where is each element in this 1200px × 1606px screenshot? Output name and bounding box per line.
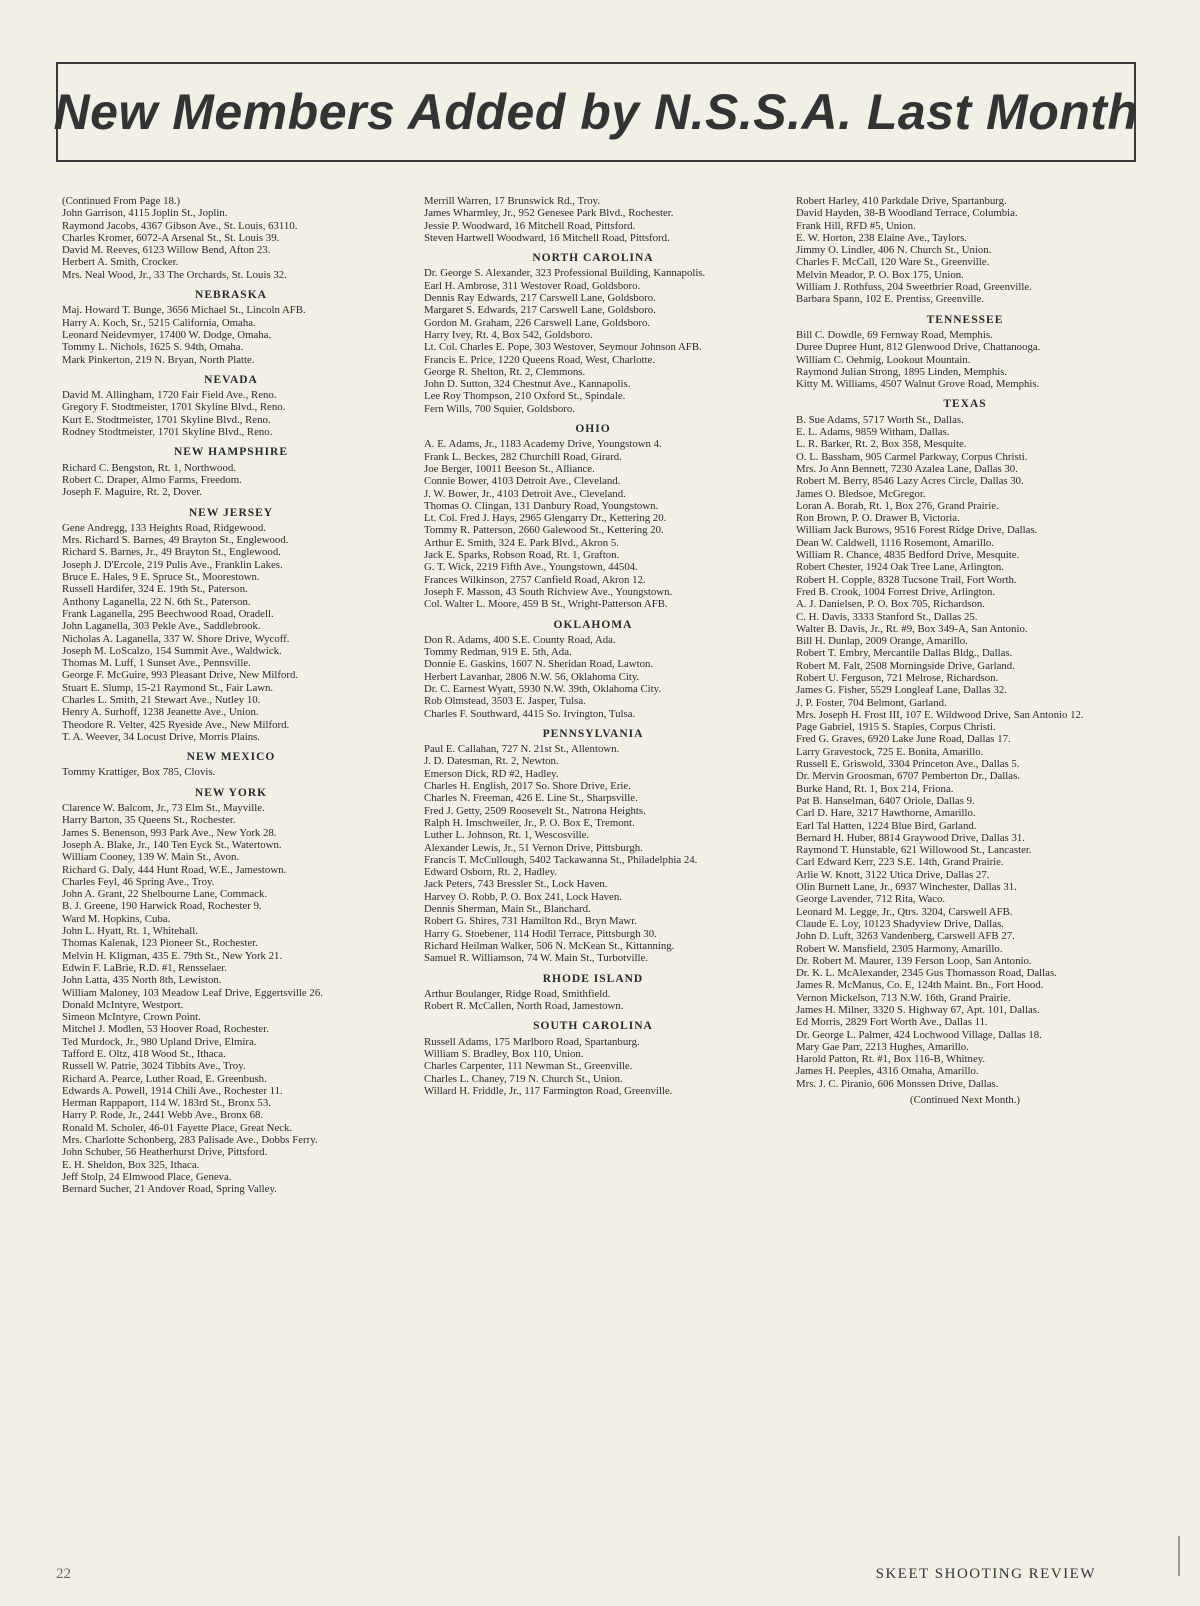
member-entry: Ron Brown, P. O. Drawer B, Victoria. [796,512,960,525]
member-entry: Connie Bower, 4103 Detroit Ave., Cleveland. [424,475,621,488]
member-entry: Ralph H. Imschweiler, Jr., P. O. Box E, Tremont. [424,816,635,829]
member-entry: Mrs. Richard S. Barnes, 49 Brayton St., Englewood. [62,534,289,547]
member-entry: Frank Hill, RFD #5, Union. [796,219,916,232]
member-entry: Harry A. Koch, Sr., 5215 California, Omaha. [62,316,256,329]
member-entry: Paul E. Callahan, 727 N. 21st St., Allentown. [424,743,620,756]
member-entry: Willard H. Friddle, Jr., 117 Farmington Road, Greenville. [424,1084,673,1097]
member-entry: Kurt E. Stodtmeister, 1701 Skyline Blvd., Reno. [62,413,271,426]
state-heading: NEVADA [204,373,258,386]
member-entry: George R. Shelton, Rt. 2, Clemmons. [424,365,586,378]
member-entry: John Laganella, 303 Pekle Ave., Saddlebrook. [62,620,261,633]
member-entry: J. P. Foster, 704 Belmont, Garland. [796,696,947,709]
member-entry: Kitty M. Williams, 4507 Walnut Grove Road, Memphis. [796,378,1040,391]
member-entry: Leonard Neidevmyer, 17400 W. Dodge, Omaha. [62,328,272,341]
member-entry: Ted Murdock, Jr., 980 Upland Drive, Elmira. [62,1035,257,1048]
member-entry: Loran A. Borah, Rt. 1, Box 276, Grand Prairie. [796,499,999,512]
member-entry: Ed Morris, 2829 Fort Worth Ave., Dallas 11. [796,1016,988,1029]
member-entry: Thomas M. Luff, 1 Sunset Ave., Pennsville. [62,657,251,670]
state-heading: RHODE ISLAND [542,972,644,985]
member-entry: Herman Rappaport, 114 W. 183rd St., Bronx 53. [62,1097,271,1110]
member-entry: Russell Adams, 175 Marlboro Road, Spartanburg. [424,1035,640,1048]
member-entry: Arlie W. Knott, 3122 Utica Drive, Dallas 27. [796,868,990,881]
member-entry: Olin Burnett Lane, Jr., 6937 Winchester, Dallas 31. [796,881,1017,894]
column-3 [790,195,1140,1106]
member-entry: Robert C. Draper, Almo Farms, Freedom. [62,473,242,486]
member-entry: Mrs. Jo Ann Bennett, 7230 Azalea Lane, Dallas 30. [796,462,1018,475]
member-entry: C. H. Davis, 3333 Stanford St., Dallas 25. [796,610,978,623]
member-entry: Dean W. Caldwell, 1116 Rosemont, Amarillo. [796,536,995,549]
member-entry: Dennis Ray Edwards, 217 Carswell Lane, Goldsboro. [424,292,656,305]
title-banner [53,62,1139,162]
member-entry: Frank Laganella, 295 Beechwood Road, Oradell. [62,607,274,620]
member-entry: Harvey O. Robb, P. O. Box 241, Lock Haven. [424,890,622,903]
member-entry: Robert Chester, 1924 Oak Tree Lane, Arlington. [796,561,1004,574]
member-entry: B. J. Greene, 190 Harwick Road, Rochester 9. [62,900,262,913]
member-entry: Luther L. Johnson, Rt. 1, Wescosville. [424,829,590,842]
member-entry: Robert R. McCallen, North Road, Jamestown. [424,1000,624,1013]
state-heading: NEW HAMPSHIRE [173,446,289,459]
member-entry: Bernard H. Huber, 8814 Graywood Drive, Dallas 31. [796,831,1025,844]
member-entry: Raymond T. Hunstable, 621 Willowood St., Lancaster. [796,844,1032,857]
member-entry: Earl Tal Hatten, 1224 Blue Bird, Garland. [796,819,977,832]
member-entry: Edwards A. Powell, 1914 Chili Ave., Rochester 11. [62,1084,283,1097]
member-entry: William S. Bradley, Box 110, Union. [424,1048,584,1060]
member-entry: Earl H. Ambrose, 311 Westover Road, Goldsboro. [424,279,641,292]
member-entry: L. R. Barker, Rt. 2, Box 358, Mesquite. [796,438,967,451]
member-entry: David M. Reeves, 6123 Willow Bend, Afton 23. [62,244,271,257]
member-entry: Fern Wills, 700 Squier, Goldsboro. [424,402,575,415]
member-entry: Richard C. Bengston, Rt. 1, Northwood. [62,461,236,474]
member-entry: John Schuber, 56 Heatherhurst Drive, Pittsford. [62,1146,268,1159]
member-entry: George Lavender, 712 Rita, Waco. [796,893,946,906]
member-entry: Mrs. J. C. Piranio, 606 Monssen Drive, Dallas. [796,1077,999,1090]
member-entry: Thomas O. Clingan, 131 Danbury Road, Youngstown. [424,499,659,512]
member-entry: Edward Osborn, Rt. 2, Hadley. [424,866,558,879]
member-entry: Larry Gravestock, 725 E. Bonita, Amarillo. [796,745,984,758]
member-entry: Rob Olmstead, 3503 E. Jasper, Tulsa. [424,695,586,708]
member-entry: Robert Harley, 410 Parkdale Drive, Spartanburg. [796,195,1007,207]
member-entry: (Continued From Page 18.) [62,195,181,207]
member-entry: Fred G. Graves, 6920 Lake June Road, Dallas 17. [796,733,1011,746]
member-entry: Harry G. Stoebener, 114 Hodil Terrace, Pittsburgh 30. [424,927,657,940]
page-footer [56,1566,1136,1588]
member-entry: Dr. Robert M. Maurer, 139 Ferson Loop, San Antonio. [796,954,1032,967]
column-2 [418,195,768,1097]
member-entry: Charles L. Chaney, 719 N. Church St., Union. [424,1072,623,1085]
member-entry: Richard A. Pearce, Luther Road, E. Greenbush. [62,1072,267,1085]
state-heading: NEW YORK [194,786,268,799]
member-entry: Mrs. Neal Wood, Jr., 33 The Orchards, St. Louis 32. [62,268,287,281]
member-entry: Joseph A. Blake, Jr., 140 Ten Eyck St., Watertown. [62,838,282,851]
member-entry: Henry A. Surhoff, 1238 Jeanette Ave., Union. [62,706,259,719]
member-entry: Francis E. Price, 1220 Queens Road, West, Charlotte. [424,353,656,366]
member-entry: Alexander Lewis, Jr., 51 Vernon Drive, Pittsburgh. [424,841,643,854]
member-entry: Bill H. Dunlap, 2009 Orange, Amarillo. [796,635,968,648]
member-entry: Robert G. Shires, 731 Hamilton Rd., Bryn Mawr. [424,915,637,928]
member-entry: Carl Edward Kerr, 223 S.E. 14th, Grand Prairie. [796,856,1004,869]
member-entry: William Cooney, 139 W. Main St., Avon. [62,851,240,864]
member-entry: G. T. Wick, 2219 Fifth Ave., Youngstown, 44504. [424,561,638,574]
member-entry: James H. Milner, 3320 S. Highway 67, Apt. 101, Dallas. [796,1004,1040,1016]
member-entry: Emerson Dick, RD #2, Hadley. [424,767,559,780]
member-entry: Merrill Warren, 17 Brunswick Rd., Troy. [424,195,601,207]
member-entry: Vernon Mickelson, 713 N.W. 16th, Grand Prairie. [796,991,1011,1004]
member-entry: Col. Walter L. Moore, 459 B St., Wright-Patterson AFB. [424,598,668,611]
member-entry: Jessie P. Woodward, 16 Mitchell Road, Pittsford. [424,219,636,232]
state-heading: TENNESSEE [926,313,1004,326]
member-entry: Tommy Redman, 919 E. 5th, Ada. [424,646,572,659]
member-entry: Russell W. Patrie, 3024 Tibbits Ave., Troy. [62,1060,246,1073]
member-entry: Mitchel J. Modlen, 53 Hoover Road, Rochester. [62,1023,269,1036]
member-entry: Lee Roy Thompson, 210 Oxford St., Spindale. [424,390,626,403]
member-entry: Rodney Stodtmeister, 1701 Skyline Blvd., Reno. [62,426,273,439]
member-entry: Frank L. Beckes, 282 Churchill Road, Girard. [424,450,622,463]
member-entry: Anthony Laganella, 22 N. 6th St., Paterson. [62,595,251,608]
member-entry: Robert M. Berry, 8546 Lazy Acres Circle, Dallas 30. [796,475,1024,488]
member-entry: Bruce E. Hales, 9 E. Spruce St., Moorestown. [62,571,260,584]
member-entry: Dr. Mervin Groosman, 6707 Pemberton Dr., Dallas. [796,770,1021,783]
member-entry: John D. Sutton, 324 Chestnut Ave., Kannapolis. [424,378,631,391]
member-entry: Thomas Kalenak, 123 Pioneer St., Rochester. [62,937,258,950]
member-entry: James S. Benenson, 993 Park Ave., New York 28. [62,826,277,839]
member-entry: Joseph J. D'Ercole, 219 Pulis Ave., Franklin Lakes. [62,558,283,571]
member-entry: William Jack Burows, 9516 Forest Ridge Drive, Dallas. [796,524,1038,537]
member-entry: Bill C. Dowdle, 69 Fernway Road, Memphis. [796,328,993,341]
member-entry: Simeon McIntyre, Crown Point. [62,1011,201,1024]
member-entry: Theodore R. Velter, 425 Ryeside Ave., New Milford. [62,718,290,731]
member-entry: Charles F. McCall, 120 Ware St., Greenville. [796,256,990,269]
member-entry: Charles F. Southward, 4415 So. Irvington, Tulsa. [424,707,636,720]
page-number: 22 [56,1566,71,1582]
member-entry: Tommy R. Patterson, 2660 Galewood St., Kettering 20. [424,524,664,537]
member-entry: John Latta, 435 North 8th, Lewiston. [62,974,222,987]
member-entry: Charles Feyl, 46 Spring Ave., Troy. [62,875,215,888]
member-entry: Lt. Col. Fred J. Hays, 2965 Glengarry Dr., Kettering 20. [424,512,667,525]
member-entry: Dr. C. Earnest Wyatt, 5930 N.W. 39th, Oklahoma City. [424,682,662,695]
member-entry: Harry Ivey, Rt. 4, Box 542, Goldsboro. [424,328,593,341]
member-entry: Ronald M. Scholer, 46-01 Fayette Place, Great Neck. [62,1121,293,1134]
member-entry: Stuart E. Slump, 15-21 Raymond St., Fair Lawn. [62,681,274,694]
member-entry: Harry P. Rode, Jr., 2441 Webb Ave., Bronx 68. [62,1109,264,1122]
member-entry: Richard Heilman Walker, 506 N. McKean St., Kittanning. [424,939,675,952]
member-entry: William Maloney, 103 Meadow Leaf Drive, Eggertsville 26. [62,986,323,999]
member-entry: Mary Gae Parr, 2213 Hughes, Amarillo. [796,1040,969,1053]
member-entry: Robert H. Copple, 8328 Tucsone Trail, Fort Worth. [796,573,1017,586]
member-entry: Richard S. Barnes, Jr., 49 Brayton St., Englewood. [62,546,281,559]
member-entry: Arthur E. Smith, 324 E. Park Blvd., Akron 5. [424,536,619,549]
member-entry: Charles L. Smith, 21 Stewart Ave., Nutley 10. [62,693,261,706]
member-entry: Page Gabriel, 1915 S. Staples, Corpus Christi. [796,721,996,734]
member-entry: John A. Grant, 22 Shelbourne Lane, Commack. [62,888,268,901]
member-entry: Joseph F. Masson, 43 South Richview Ave., Youngstown. [424,585,673,598]
member-entry: Mark Pinkerton, 219 N. Bryan, North Platte. [62,353,255,366]
member-entry: A. J. Danielsen, P. O. Box 705, Richardson. [796,598,985,611]
member-entry: Mrs. Charlotte Schonberg, 283 Palisade Ave., Dobbs Ferry. [62,1134,318,1147]
member-entry: Russell Hardifer, 324 E. 19th St., Paterson. [62,583,248,596]
member-entry: Jeff Stolp, 24 Elmwood Place, Geneva. [62,1170,232,1183]
member-entry: John L. Hyatt, Rt. 1, Whitehall. [62,925,198,938]
member-entry: Pat B. Hanselman, 6407 Oriole, Dallas 9. [796,794,975,807]
magazine-name: SKEET SHOOTING REVIEW [875,1566,1096,1582]
member-entry: Joseph M. LoScalzo, 154 Summit Ave., Waldwick. [62,644,282,657]
member-entry: Duree Dupree Hunt, 812 Glenwood Drive, Chattanooga. [796,341,1041,354]
edge-rule [1178,1536,1180,1576]
member-entry: William R. Chance, 4835 Bedford Drive, Mesquite. [796,549,1020,562]
state-heading: NEBRASKA [195,289,267,302]
member-entry: Charles Carpenter, 111 Newman St., Greenville. [424,1060,633,1073]
member-entry: Frances Wilkinson, 2757 Canfield Road, Akron 12. [424,573,646,586]
member-entry: Jack E. Sparks, Robson Road, Rt. 1, Grafton. [424,549,620,562]
member-entry: Walter B. Davis, Jr., Rt. #9, Box 349-A, San Antonio. [796,622,1028,635]
member-entry: Robert U. Ferguson, 721 Melrose, Richardson. [796,671,999,684]
column-1 [56,195,406,1196]
member-entry: E. L. Adams, 9859 Witham, Dallas. [796,426,950,439]
member-entry: B. Sue Adams, 5717 Worth St., Dallas. [796,413,964,426]
member-entry: Arthur Boulanger, Ridge Road, Smithfield. [424,987,611,1000]
member-entry: Maj. Howard T. Bunge, 3656 Michael St., Lincoln AFB. [62,304,306,317]
member-entry: Raymond Julian Strong, 1895 Linden, Memphis. [796,365,1008,378]
member-entry: Fred B. Crook, 1004 Forrest Drive, Arlington. [796,585,996,598]
member-entry: John D. Luft, 3263 Vandenberg, Carswell AFB 27. [796,930,1015,943]
member-entry: Jimmy O. Lindler, 406 N. Church St., Union. [796,244,992,257]
member-entry: David Hayden, 38-B Woodland Terrace, Columbia. [796,207,1018,220]
member-entry: Joseph F. Maguire, Rt. 2, Dover. [62,486,203,499]
member-entry: J. W. Bower, Jr., 4103 Detroit Ave., Cleveland. [424,487,626,500]
state-heading: OKLAHOMA [553,618,633,631]
member-entry: Leonard M. Legge, Jr., Qtrs. 3204, Carswell AFB. [796,905,1013,918]
member-entry: Dr. George L. Palmer, 424 Lochwood Village, Dallas 18. [796,1028,1042,1041]
member-entry: James R. McManus, Co. E, 124th Maint. Bn., Fort Hood. [796,979,1044,992]
member-entry: Gordon M. Graham, 226 Carswell Lane, Goldsboro. [424,316,651,329]
state-heading: TEXAS [943,398,987,411]
member-entry: Steven Hartwell Woodward, 16 Mitchell Road, Pittsford. [424,231,670,244]
member-entry: Lt. Col. Charles E. Pope, 303 Westover, Seymour Johnson AFB. [424,341,702,354]
state-heading: PENNSYLVANIA [542,727,644,740]
member-entry: Herbert A. Smith, Crocker. [62,256,179,269]
member-entry: Nicholas A. Laganella, 337 W. Shore Drive, Wycoff. [62,632,290,645]
member-entry: Charles N. Freeman, 426 E. Line St., Sharpsville. [424,792,638,805]
member-entry: William C. Oehmig, Lookout Mountain. [796,353,971,366]
state-heading: NEW MEXICO [186,751,276,764]
member-entry: Harold Patton, Rt. #1, Box 116-B, Whitney. [796,1053,986,1066]
member-entry: Dennis Sherman, Main St., Blanchard. [424,903,591,916]
member-entry: Robert T. Embry, Mercantile Dallas Bldg., Dallas. [796,647,1013,660]
member-entry: T. A. Weever, 34 Locust Drive, Morris Plains. [62,730,261,743]
member-entry: Tommy L. Nichols, 1625 S. 94th, Omaha. [62,341,244,354]
member-entry: William J. Rothfuss, 204 Sweetbrier Road, Greenville. [796,281,1032,294]
member-entry: Samuel R. Williamson, 74 W. Main St., Turbotville. [424,952,649,965]
member-entry: Mrs. Joseph H. Frost III, 107 E. Wildwood Drive, San Antonio 12. [796,708,1084,721]
member-entry: Carl D. Hare, 3217 Hawthorne, Amarillo. [796,807,976,820]
state-heading: SOUTH CAROLINA [533,1020,653,1033]
member-entry: Gregory F. Stodtmeister, 1701 Skyline Blvd., Reno. [62,401,286,414]
member-entry: Dr. George S. Alexander, 323 Professional Building, Kannapolis. [424,267,706,280]
member-entry: J. D. Datesman, Rt. 2, Newton. [424,755,559,768]
member-entry: Fred J. Getty, 2509 Roosevelt St., Natrona Heights. [424,804,646,817]
member-entry: Ward M. Hopkins, Cuba. [62,912,171,925]
member-entry: E. H. Sheldon, Box 325, Ithaca. [62,1158,200,1171]
member-entry: Gene Andregg, 133 Heights Road, Ridgewood. [62,521,266,534]
member-entry: James O. Bledsoe, McGregor. [796,487,926,500]
member-entry: Russell E. Griswold, 3304 Princeton Ave., Dallas 5. [796,758,1020,771]
state-heading: NEW JERSEY [188,506,274,519]
member-entry: Joe Berger, 10011 Beeson St., Alliance. [424,462,595,475]
member-entry: Margaret S. Edwards, 217 Carswell Lane, Goldsboro. [424,304,656,317]
member-entry: Richard G. Daly, 444 Hunt Road, W.E., Jamestown. [62,863,287,876]
member-entry: James H. Peeples, 4316 Omaha, Amarillo. [796,1065,979,1078]
member-entry: Burke Hand, Rt. 1, Box 214, Friona. [796,782,954,795]
member-entry: Tafford E. Oltz, 418 Wood St., Ithaca. [62,1048,226,1060]
member-entry: Donald McIntyre, Westport. [62,998,184,1011]
member-entry: Charles Kromer, 6072-A Arsenal St., St. Louis 39. [62,231,280,244]
member-entry: Francis T. McCullough, 5402 Tackawanna St., Philadelphia 24. [424,853,698,866]
member-entry: Robert W. Mansfield, 2305 Harmony, Amarillo. [796,942,1003,955]
member-entry: Tommy Krattiger, Box 785, Clovis. [62,766,216,779]
member-entry: E. W. Horton, 238 Elaine Ave., Taylors. [796,231,967,244]
member-entry: Edwin F. LaBrie, R.D. #1, Rensselaer. [62,961,227,974]
state-heading: NORTH CAROLINA [532,252,654,265]
member-entry: A. E. Adams, Jr., 1183 Academy Drive, Youngstown 4. [424,438,662,451]
member-entry: Donnie E. Gaskins, 1607 N. Sheridan Road, Lawton. [424,658,654,671]
member-entry: Harry Barton, 35 Queens St., Rochester. [62,814,236,827]
member-entry: Clarence W. Balcom, Jr., 73 Elm St., Mayville. [62,802,265,815]
member-entry: David M. Allingham, 1720 Fair Field Ave., Reno. [62,389,277,402]
member-entry: Melvin H. Kligman, 435 E. 79th St., New York 21. [62,949,283,962]
member-entry: Robert M. Falt, 2508 Morningside Drive, Garland. [796,659,1015,672]
member-entry: James Wharmley, Jr., 952 Genesee Park Blvd., Rochester. [424,207,674,220]
member-entry: Barbara Spann, 102 E. Prentiss, Greenville. [796,293,985,306]
member-entry: Charles H. English, 2017 So. Shore Drive, Erie. [424,780,631,793]
member-entry: James G. Fisher, 5529 Longleaf Lane, Dallas 32. [796,684,1007,697]
member-entry: Jack Peters, 743 Bressler St., Lock Haven. [424,878,608,891]
member-entry: O. L. Bassham, 905 Carmel Parkway, Corpus Christi. [796,450,1028,463]
page-title: New Members Added by N.S.S.A. Last Month [53,84,1139,140]
member-entry: Don R. Adams, 400 S.E. County Road, Ada. [424,633,616,646]
member-entry: Herbert Lavanhar, 2806 N.W. 56, Oklahoma City. [424,670,640,683]
member-entry: Raymond Jacobs, 4367 Gibson Ave., St. Louis, 63110. [62,219,298,232]
member-entry: Dr. K. L. McAlexander, 2345 Gus Thomasson Road, Dallas. [796,967,1057,980]
member-entry: George F. McGuire, 993 Pleasant Drive, New Milford. [62,669,299,682]
member-entry: Melvin Meador, P. O. Box 175, Union. [796,268,964,281]
continued-note: (Continued Next Month.) [909,1094,1021,1107]
member-entry: Claude E. Loy, 10123 Shadyview Drive, Dallas. [796,917,1004,930]
member-entry: Bernard Sucher, 21 Andover Road, Spring Valley. [62,1183,277,1196]
state-heading: OHIO [575,423,611,436]
member-entry: John Garrison, 4115 Joplin St., Joplin. [62,207,228,220]
